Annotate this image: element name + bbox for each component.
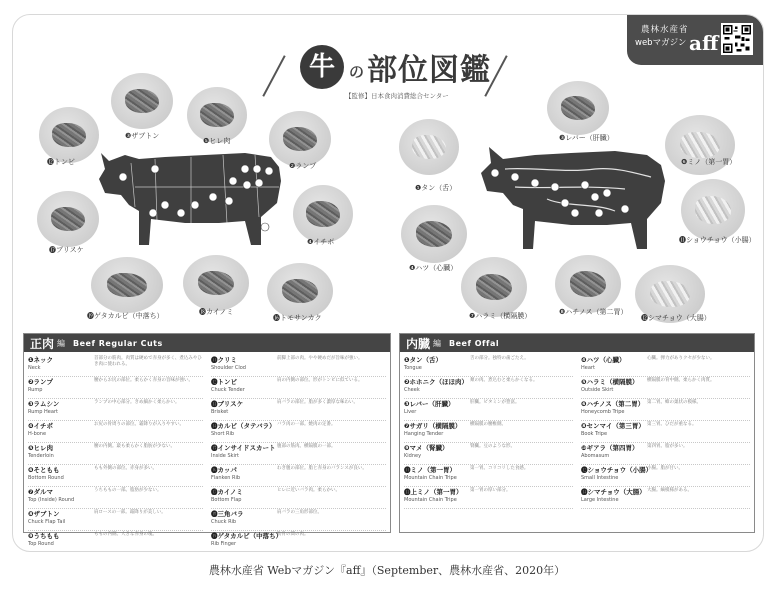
hatsu-photo — [401, 205, 467, 263]
offal-suffix: 編 — [433, 338, 442, 348]
cut-entry — [211, 421, 386, 443]
cut-name-jp: ❸レバー（肝臓） — [404, 400, 455, 408]
cut-description: 頬の肉。煮込むと柔らかくなる。 — [470, 378, 538, 383]
cut-description: ヒレに近いバラ肉。柔らかい。 — [277, 488, 340, 493]
cut-description: もも外側の部位。赤身が多い。 — [94, 466, 157, 471]
cut-name — [28, 399, 94, 420]
cut-name-jp: ⓫ミノ（第一胃） — [404, 466, 456, 474]
cut-name-jp: ⓬ショウチョウ（小腸） — [581, 466, 653, 474]
cut-description: 第四胃。脂が多い。 — [647, 444, 688, 449]
cut-name — [28, 465, 94, 486]
cut-name-en: Short Rib — [211, 431, 235, 437]
tonbi-photo — [39, 107, 99, 163]
cut-description: 舌の部分。独特の歯ごたえ。 — [470, 356, 529, 361]
cut-name-jp: ❸ラムシン — [28, 400, 60, 408]
cut-entry — [581, 487, 750, 509]
cut-name-jp: ❹イチボ — [28, 422, 54, 430]
offal-panel — [399, 333, 755, 533]
cut-name-jp: ❾マメ（腎臓） — [404, 444, 449, 452]
cut-name-jp: ❶タン（舌） — [404, 356, 443, 364]
cut-description: 第三胃。ひだが重なる。 — [647, 422, 697, 427]
source-caption: 農林水産省 Webマガジン『aff』（September、農林水産省、2020年） — [208, 564, 566, 577]
title-ushi: 牛 — [300, 45, 344, 89]
qr-code-icon[interactable] — [721, 23, 753, 55]
offal-en: Beef Offal — [449, 338, 500, 348]
cut-entry — [404, 487, 573, 509]
cut-entry — [211, 399, 386, 421]
cut-entry — [211, 531, 386, 552]
tan-photo — [399, 119, 459, 175]
cut-name-en: Tenderloin — [28, 453, 54, 459]
cut-description: バラ肉の一部。焼肉の定番。 — [277, 422, 336, 427]
cut-entry — [28, 465, 203, 487]
cut-entry — [404, 421, 573, 443]
cut-entry — [28, 509, 203, 531]
cut-name — [404, 443, 470, 464]
cut-entry — [28, 377, 203, 399]
beef-cuts-list — [24, 352, 390, 552]
liver-label: ❸レバー（肝臓） — [559, 134, 614, 142]
title-no: の — [349, 63, 365, 81]
brisket-label: ⓱ブリスケ — [49, 246, 84, 254]
tan-label: ❶タン（舌） — [415, 184, 457, 192]
cut-description: 肩バラの三角形部位。 — [277, 510, 322, 515]
hachinosu-label: ❽ハチノス（第二胃） — [559, 308, 628, 316]
cut-entry — [404, 465, 573, 487]
cut-description: 第一胃。コリコリした食感。 — [470, 466, 529, 471]
cut-name-en: Abomasum — [581, 453, 610, 459]
cut-name — [211, 465, 277, 486]
cut-name — [404, 355, 470, 376]
cut-name-en: Book Tripe — [581, 431, 608, 437]
cut-description: ももの内側。大きな赤身の塊。 — [94, 532, 157, 537]
hire-label: ❺ヒレ肉 — [203, 137, 231, 145]
cut-description: 小腸。脂が甘い。 — [647, 466, 683, 471]
cut-name-jp: ⓲三角バラ — [211, 510, 244, 518]
cut-entry — [581, 377, 750, 399]
zabuton-label: ❸ザブトン — [125, 132, 160, 140]
zabuton-photo — [111, 73, 173, 129]
cut-name-jp: ⓬トンビ — [211, 378, 237, 386]
cut-name-en: Chuck Rib — [211, 519, 237, 525]
geta-label: ⓳ゲタカルビ（中落ち） — [87, 312, 164, 320]
cut-name-en: Rump — [28, 387, 43, 393]
cut-description: 大腸。縞模様がある。 — [647, 488, 692, 493]
aff-tag[interactable] — [627, 15, 763, 65]
cut-name-jp: ⓭上ミノ（第一胃） — [404, 488, 463, 496]
cut-entry — [211, 487, 386, 509]
cut-entry — [581, 399, 750, 421]
cut-description: 横隔膜の背中側。柔らかく肉質。 — [647, 378, 715, 383]
cut-name — [404, 487, 470, 508]
cut-entry — [211, 443, 386, 465]
cut-description: 腰の内側。最も柔らかく脂肪が少ない。 — [94, 444, 175, 449]
cut-name — [28, 509, 94, 530]
cut-description: お尻の骨周りの部位。霜降りが入りやすい。 — [94, 422, 184, 427]
cut-name-en: Neck — [28, 365, 41, 371]
cut-entry — [28, 355, 203, 377]
cut-description: わき腹の部位。脂と赤身のバランスが良い。 — [277, 466, 367, 471]
tomosankaku-label: ⓰トモサンカク — [273, 314, 322, 322]
cut-name-jp: ❾うちもも — [28, 532, 60, 540]
offal-list — [400, 352, 754, 512]
cut-description: 心臓。弾力がありクセが少ない。 — [647, 356, 715, 361]
cut-name-jp: ❻そともも — [28, 466, 60, 474]
cut-name-jp: ⓰カッパ — [211, 466, 237, 474]
cut-name — [211, 421, 277, 442]
cut-name-jp: ❼ダルマ — [28, 488, 54, 496]
cut-name-en: Flanken Rib — [211, 475, 241, 481]
kainomi-label: ⓲カイノミ — [199, 308, 234, 316]
cut-description: ランプの中心部分。きめ細かく柔らかい。 — [94, 400, 180, 405]
cut-name-en: Heart — [581, 365, 595, 371]
cut-name — [404, 465, 470, 486]
cut-entry — [211, 465, 386, 487]
cut-name-jp: ❷ホホニク（ほほ肉） — [404, 378, 469, 386]
cut-name-jp: ❹ハツ（心臓） — [581, 356, 626, 364]
cut-description: 首部分の筋肉。肉質は硬めで赤身が多く、煮込みやひき肉に使われる。 — [94, 356, 202, 367]
cut-name — [404, 399, 470, 420]
cut-name-jp: ⓭ブリスケ — [211, 400, 244, 408]
cut-entry — [581, 355, 750, 377]
mino-label: ❻ミノ（第一胃） — [681, 158, 737, 166]
cut-entry — [404, 443, 573, 465]
cut-description: 腎臓。豆のような形。 — [470, 444, 515, 449]
cut-name — [211, 487, 277, 508]
geta-photo — [91, 257, 163, 313]
cut-name-en: Mountain Chain Tripe — [404, 475, 457, 481]
cut-name-jp: ⓯インサイドスカート — [211, 444, 276, 452]
cut-name — [581, 377, 647, 398]
cut-name-en: Chuck Tender — [211, 387, 245, 393]
cut-name — [28, 443, 94, 464]
cut-name-en: Small Intestine — [581, 475, 619, 481]
cut-name-jp: ⓮シマチョウ（大腸） — [581, 488, 646, 496]
cut-name — [581, 399, 647, 420]
shocho-photo — [681, 179, 745, 241]
shimacho-label: ⓬シマチョウ（大腸） — [641, 314, 711, 322]
brisket-photo — [37, 191, 99, 247]
beef-cuts-title: 正肉 — [30, 336, 55, 351]
cut-name — [581, 443, 647, 464]
cut-description: 腹部の筋肉。横隔膜の一部。 — [277, 444, 336, 449]
cut-name-jp: ❷ランプ — [28, 378, 54, 386]
cut-name — [28, 531, 94, 552]
cut-name-en: Shoulder Clod — [211, 365, 246, 371]
cut-name-en: Brisket — [211, 409, 229, 415]
cut-description: 肋骨の間の肉。 — [277, 532, 309, 537]
cut-entry — [581, 421, 750, 443]
cut-name — [404, 421, 470, 442]
cut-name-jp: ❿ギアラ（第四胃） — [581, 444, 639, 452]
cut-name-en: Top Round — [28, 541, 54, 547]
cut-entry — [28, 487, 203, 509]
cut-name — [581, 465, 653, 486]
cut-name — [404, 377, 470, 398]
cut-description: 肩バラの部位。脂が多く濃厚な味わい。 — [277, 400, 358, 405]
harami-photo — [461, 257, 527, 317]
cut-name — [581, 487, 647, 508]
cut-name-en: Rib Finger — [211, 541, 237, 547]
kainomi-photo — [183, 255, 249, 311]
cut-name-jp: ❺ヒレ肉 — [28, 444, 54, 452]
cut-name — [28, 421, 94, 442]
org-label: 農林水産省 — [641, 25, 689, 35]
harami-label: ❼ハラミ（横隔膜） — [469, 312, 532, 320]
cut-name — [28, 377, 94, 398]
cut-entry — [211, 377, 386, 399]
shocho-label: ⓫ショウチョウ（小腸） — [679, 236, 756, 244]
cut-name — [211, 399, 277, 420]
cut-name-jp: ⓱カイノミ — [211, 488, 243, 496]
cut-name-en: Hanging Tender — [404, 431, 444, 437]
poster-sheet — [12, 14, 764, 552]
cut-description: 横隔膜の腰椎側。 — [470, 422, 506, 427]
cut-description: 腰からお尻の部位。柔らかく赤身の旨味が強い。 — [94, 378, 193, 383]
beef-cuts-header — [24, 334, 390, 352]
liver-photo — [547, 81, 609, 135]
cut-name-en: Bottom Round — [28, 475, 64, 481]
cut-entry — [28, 531, 203, 552]
cut-entry — [404, 377, 573, 399]
rump-label: ❷ランプ — [289, 162, 317, 170]
beef-cow-diagram — [95, 141, 290, 253]
cut-name — [211, 355, 277, 376]
cut-name-en: Outside Skirt — [581, 387, 614, 393]
cut-name — [211, 443, 277, 464]
hachinosu-photo — [555, 255, 621, 313]
cut-name — [211, 377, 277, 398]
cut-name-jp: ❻ハチノス（第二胃） — [581, 400, 645, 408]
cut-description: 第一胃の厚い部分。 — [470, 488, 511, 493]
cut-description: 前脚上部の肉。やや硬めだが旨味が強い。 — [277, 356, 363, 361]
cut-name — [28, 487, 94, 508]
cut-description: 肩の内側の部位。形がトンビに似ている。 — [277, 378, 363, 383]
cut-name — [211, 531, 283, 552]
cut-name-jp: ⓮カルビ（タテバラ） — [211, 422, 276, 430]
offal-cow-diagram — [475, 137, 670, 257]
cut-entry — [211, 355, 386, 377]
aff-logo: aff — [689, 31, 719, 55]
cut-name — [581, 355, 647, 376]
cut-entry — [404, 399, 573, 421]
cut-name-en: Top (Inside) Round — [28, 497, 75, 503]
cut-entry — [404, 355, 573, 377]
cut-name-en: Honeycomb Tripe — [581, 409, 625, 415]
offal-header — [400, 334, 754, 352]
cut-description: 肝臓。ビタミンが豊富。 — [470, 400, 520, 405]
cut-entry — [28, 421, 203, 443]
cut-description: 第二胃。蜂の巣状の模様。 — [647, 400, 701, 405]
cut-name-en: Kidney — [404, 453, 422, 459]
beef-cuts-en: Beef Regular Cuts — [73, 338, 163, 348]
cut-name-en: Inside Skirt — [211, 453, 239, 459]
cut-description: 肩ロースの一部。霜降りが美しい。 — [94, 510, 166, 515]
ichibo-photo — [293, 185, 353, 243]
cut-name-en: Tongue — [404, 365, 422, 371]
cut-name-jp: ❽ザブトン — [28, 510, 60, 518]
cut-name-jp: ❽センマイ（第三胃） — [581, 422, 645, 430]
hire-photo — [187, 87, 247, 143]
cut-name-en: Liver — [404, 409, 417, 415]
cut-name — [28, 355, 94, 376]
cut-description: うちももの一部。脂肪が少ない。 — [94, 488, 162, 493]
tonbi-label: ⓬トンビ — [47, 158, 75, 166]
cut-name — [211, 509, 277, 530]
cut-entry — [581, 465, 750, 487]
page-title: 部位図鑑 — [367, 53, 491, 88]
ichibo-label: ❹イチボ — [307, 238, 335, 246]
cut-entry — [211, 509, 386, 531]
cut-entry — [581, 443, 750, 465]
cut-name-en: Cheek — [404, 387, 420, 393]
rump-photo — [269, 111, 331, 167]
cut-name-en: Rump Heart — [28, 409, 58, 415]
cut-name-en: Mountain Chain Tripe — [404, 497, 457, 503]
beef-cuts-suffix: 編 — [57, 338, 66, 348]
hatsu-label: ❹ハツ（心臓） — [409, 264, 458, 272]
cut-entry — [28, 399, 203, 421]
cut-name-jp: ⓳ゲタカルビ（中落ち） — [211, 532, 283, 540]
cut-name-en: H-bone — [28, 431, 47, 437]
cut-name — [581, 421, 647, 442]
cut-entry — [28, 443, 203, 465]
cut-name-jp: ⓫クリミ — [211, 356, 237, 364]
cut-name-en: Chuck Flap Tail — [28, 519, 66, 525]
beef-cuts-panel — [23, 333, 391, 547]
offal-title: 内臓 — [406, 336, 431, 351]
magazine-label: webマガジン — [635, 38, 687, 48]
cut-name-en: Bottom Flap — [211, 497, 242, 503]
cut-name-jp: ❺ハラミ（横隔膜） — [581, 378, 639, 386]
cut-name-en: Large Intestine — [581, 497, 619, 503]
tomosankaku-photo — [267, 263, 333, 319]
title-slash-left — [262, 55, 285, 97]
supervised-by: 【監修】日本食肉消費総合センター — [345, 92, 449, 100]
cut-name-jp: ❼サガリ（横隔膜） — [404, 422, 462, 430]
cut-name-jp: ❶ネック — [28, 356, 54, 364]
